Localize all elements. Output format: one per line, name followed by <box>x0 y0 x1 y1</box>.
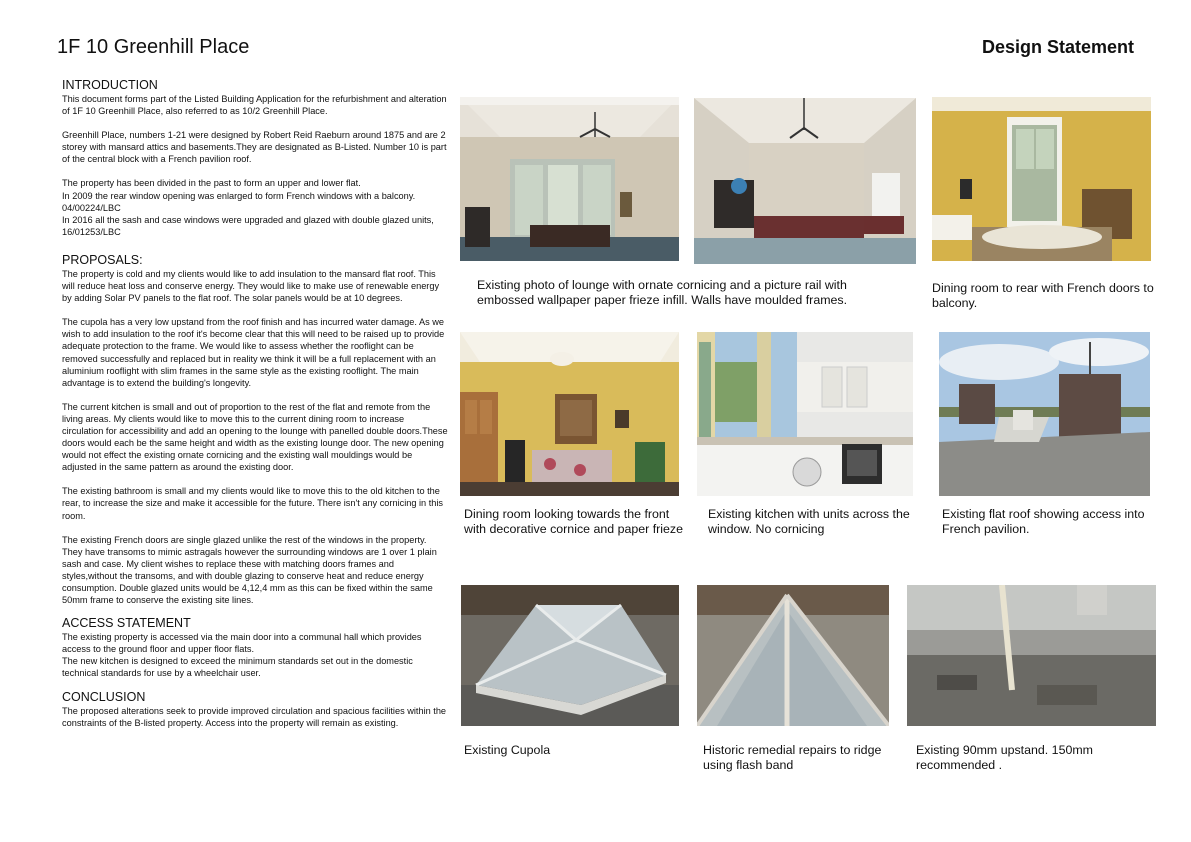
ridge-repair-photo <box>697 585 889 726</box>
flat-roof-photo <box>939 332 1150 496</box>
text-column <box>62 78 448 729</box>
section-access-statement <box>62 616 448 679</box>
caption-flat-roof: Existing flat roof showing access into French pavilion. <box>942 507 1145 536</box>
section-conclusion <box>62 690 448 729</box>
document-type-heading: Design Statement <box>981 37 1134 57</box>
paragraph: The existing French doors are single glazed unlike the rest of the windows in the property. They have transoms to mimic astragals however the surrounding windows are 1 over 1 plain sash and case. My client wishes to replace these with matching doors frames and styles,without the transoms, and with double glazing to conserve heat and reduce energy consumption. Double glazed units would be 4,12,4 mm as this can be fixed within the same 50mm frame to conserve the existing site lines. <box>62 534 437 606</box>
paragraph: The existing property is accessed via the main door into a communal hall which provides access to the ground floor and upper floor flats. The new kitchen is designed to exceed the minimum standards set out in the domestic technical standards for use by a wheelchair user. <box>62 632 422 679</box>
paragraph: Greenhill Place, numbers 1-21 were designed by Robert Reid Raeburn around 1875 and are 2 storey with mansard attics and basements.They are designated as B-Listed. Number 10 is part of the central block with a French pavilion roof. <box>62 130 447 165</box>
section-introduction <box>62 78 448 238</box>
upstand-photo <box>907 585 1156 726</box>
section-heading: INTRODUCTION <box>62 78 158 92</box>
paragraph: The cupola has a very low upstand from the roof finish and has incurred water damage. As we wish to add insulation to the roof it's become clear that this will need to be raised up to provide adequate protection to the frame. We would like to assess whether the rooflight can be removed successfully and replaced but in reality we think it will be a full replacement with an aluminium rooflight with slim frames in the same style as the existing rooflight. The main advantage is to extend the building's longevity. <box>62 317 445 388</box>
lounge-photo-1 <box>460 97 679 261</box>
section-heading: CONCLUSION <box>62 689 146 704</box>
dining-room-rear-photo <box>932 97 1151 261</box>
lounge-photo-2 <box>694 98 916 264</box>
paragraph: The property has been divided in the past to form an upper and lower flat. In 2009 the rear window opening was enlarged to form French windows with a balcony. 04/00224/LBC In 2016 all the sash and case windows were upgraded and glazed with double glazed units, 16/01253/LBC <box>62 178 434 237</box>
section-heading: ACCESS STATEMENT <box>62 616 191 631</box>
kitchen-photo <box>697 332 913 496</box>
page-title: 1F 10 Greenhill Place <box>57 36 250 58</box>
paragraph: The current kitchen is small and out of proportion to the rest of the flat and remote from the living areas. My clients would like to move this to the current dining room to increase circulation for accessibility and add an opening to the lounge with panelled double doors.These doors would each be the same height and width as the existing lounge door. The new opening would not effect the existing ornate cornicing and the existing wall mouldings would be adjusted in the same pattern as around the existing door. <box>62 401 448 473</box>
cupola-photo <box>461 585 679 726</box>
caption-cupola: Existing Cupola <box>464 743 551 757</box>
section-heading: PROPOSALS: <box>62 252 143 267</box>
paragraph: The proposed alterations seek to provide improved circulation and spacious facilities within the constraints of the B-listed property. Access into the property will remain as existing. <box>62 705 447 728</box>
caption-kitchen: Existing kitchen with units across the window. No cornicing <box>708 507 910 536</box>
paragraph: The existing bathroom is small and my clients would like to move this to the old kitchen to the rear, to increase the size and make it accessible for the future. There isn't any cornicing in this room. <box>62 486 444 521</box>
caption-upstand: Existing 90mm upstand. 150mm recommended . <box>916 743 1093 772</box>
caption-lounge: Existing photo of lounge with ornate cornicing and a picture rail with embossed wallpaper paper frieze infill. Walls have moulded frames. <box>477 278 848 307</box>
paragraph: The property is cold and my clients would like to add insulation to the mansard flat roof. This will reduce heat loss and conserve energy. They would like to make use of renewable energy by adding Solar PV panels to the flat roof. The solar panels would be at 10 degrees. <box>62 268 440 304</box>
caption-dining-front: Dining room looking towards the front with decorative cornice and paper frieze <box>464 507 684 536</box>
dining-room-front-photo <box>460 332 679 496</box>
caption-ridge: Historic remedial repairs to ridge using flash band <box>703 743 882 772</box>
section-proposals <box>62 253 448 606</box>
paragraph: This document forms part of the Listed Building Application for the refurbishment and alteration of 1F 10 Greenhill Place, also referred to as 10/2 Greenhill Place. <box>62 94 447 117</box>
caption-dining-rear: Dining room to rear with French doors to balcony. <box>932 281 1154 310</box>
